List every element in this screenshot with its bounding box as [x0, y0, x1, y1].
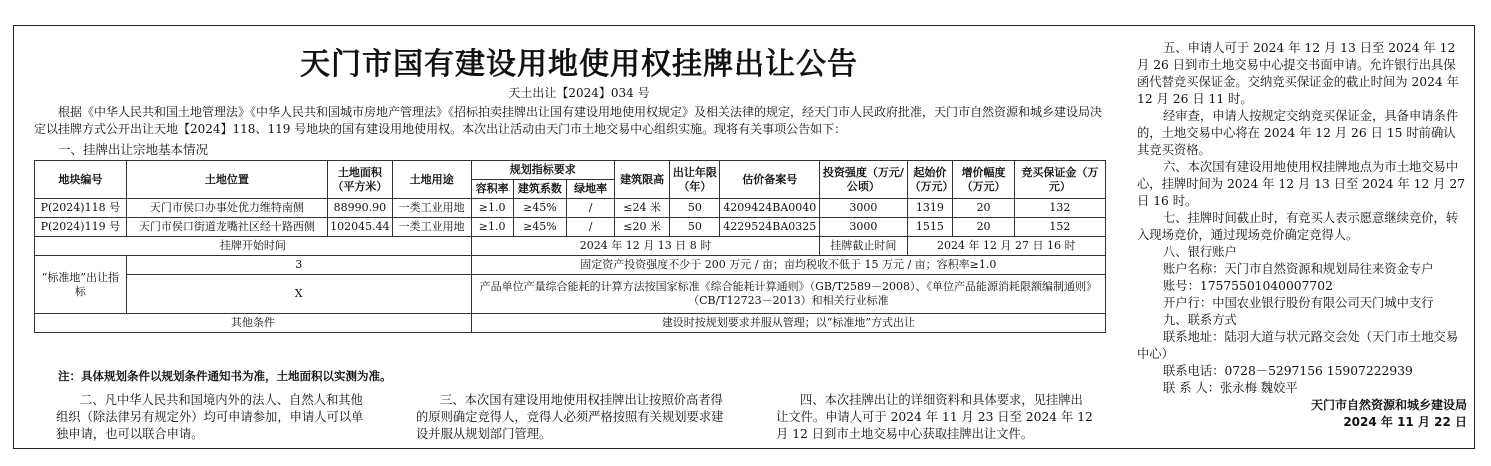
header-intensity: 投资强度（万元/公顷） [820, 161, 907, 199]
intro-paragraph: 根据《中华人民共和国土地管理法》《中华人民共和国城市房地产管理法》《招标拍卖挂牌出让国有建设用地使用权规定》及相关法律的规定，经天门市人民政府批准，天门市自然资源和城乡建设局决定以挂牌方式公开出让天地【2024】118、119 号地块的国有建设用地使用权。本次出让活动由天门市土地交易中心组织实施。现将有关事项公告如下： [34, 105, 1103, 136]
standard-land-row [35, 275, 1106, 314]
cell-use: 一类工业用地 [392, 218, 471, 237]
header-height: 建筑限高 [614, 161, 670, 199]
paragraph-2: 二、凡中华人民共和国境内外的法人、自然人和其他组织（除法律另有规定外）均可申请参加，申请人可以单独申请，也可以联合申请。 [56, 393, 364, 441]
paragraph-4: 四、本次挂牌出让的详细资料和具体要求，见挂牌出让文件。申请人可于 2024 年 11 月 23 日至 2024 年 12 月 12 日到市土地交易中心获取挂牌出让文件。 [776, 393, 1093, 441]
issuer-name: 天门市自然资源和城乡建设局 [1310, 398, 1467, 412]
contact-phone: 联系电话：0728－5297156 15907222939 [1163, 364, 1413, 378]
cell-parcel-no: P(2024)119 号 [35, 218, 127, 237]
cell-deposit: 152 [1014, 218, 1105, 237]
table-row [35, 218, 1106, 237]
cell-filing: 4229524BA0325 [720, 218, 820, 237]
contact-address: 联系地址：陆羽大道与状元路交会处（天门市土地交易中心） [1137, 330, 1459, 361]
cell-use: 一类工业用地 [392, 199, 471, 218]
section-1-heading: 一、挂牌出让宗地基本情况 [58, 142, 209, 157]
cell-increment: 20 [953, 199, 1015, 218]
other-conditions-row [35, 314, 1106, 333]
cell-far: ≥1.0 [471, 199, 513, 218]
header-location: 土地位置 [126, 161, 327, 199]
cell-intensity: 3000 [820, 199, 907, 218]
standard-row1-value: 固定资产投资强度不少于 200 万元 / 亩；亩均税收不低于 15 万元 / 亩；容积率≥1.0 [471, 256, 1105, 275]
header-increment: 增价幅度（万元） [953, 161, 1015, 199]
cell-term: 50 [670, 199, 720, 218]
table-header-row [35, 161, 1106, 180]
cell-deposit: 132 [1014, 199, 1105, 218]
standard-row2-value: 产品单位产量综合能耗的计算方法按国家标准《综合能耗计算通则》（GB/T2589－2008）、《单位产品能源消耗限额编制通则》（CB/T12723－2013）和相关行业标准 [471, 275, 1105, 314]
listing-start-label: 挂牌开始时间 [35, 237, 472, 256]
account-number: 账号：17575501040007702 [1163, 279, 1333, 293]
header-far: 容积率 [471, 180, 513, 199]
header-term: 出让年限（年） [670, 161, 720, 199]
contact-person: 联 系 人：张永梅 魏姣平 [1163, 381, 1298, 395]
table-row [35, 199, 1106, 218]
cell-far: ≥1.0 [471, 218, 513, 237]
header-green: 绿地率 [567, 180, 615, 199]
account-name: 账户名称：天门市自然资源和规划局往来资金专户 [1163, 262, 1434, 276]
paragraph-5: 五、申请人可于 2024 年 12 月 13 日至 2024 年 12 月 26 日到市土地交易中心提交书面申请。允许银行出具保函代替竞买保证金。交纳竞买保证金的截止时间为 2024 年 12 月 26 日 11 时。 [1137, 41, 1459, 106]
doc-number: 天土出让【2024】034 号 [508, 86, 650, 100]
section-8-heading: 八、银行账户 [1163, 245, 1237, 259]
cell-term: 50 [670, 218, 720, 237]
cell-start-price: 1319 [907, 199, 953, 218]
standard-land-label: “标准地”出让指标 [35, 256, 127, 314]
cell-density: ≥45% [513, 199, 567, 218]
cell-increment: 20 [953, 218, 1015, 237]
other-conditions-label: 其他条件 [35, 314, 472, 333]
listing-time-row [35, 237, 1106, 256]
standard-land-row [35, 256, 1106, 275]
cell-start-price: 1515 [907, 218, 953, 237]
paragraph-3: 三、本次国有建设用地使用权挂牌出让按照价高者得的原则确定竞得人，竞得人必须严格按照有关规划要求建设并服从规划部门管理。 [416, 393, 724, 441]
cell-area: 102045.44 [328, 218, 393, 237]
issue-date: 2024 年 11 月 22 日 [1343, 415, 1467, 429]
table-note: 注：具体规划条件以规划条件通知书为准，土地面积以实测为准。 [58, 369, 392, 383]
cell-green: / [567, 199, 615, 218]
cell-location: 天门市侯口街道龙嘴社区经十路西侧 [126, 218, 327, 237]
cell-intensity: 3000 [820, 218, 907, 237]
header-deposit: 竞买保证金（万元） [1014, 161, 1105, 199]
paragraph-7: 七、挂牌时间截止时，有竞买人表示愿意继续竞价，转入现场竞价，通过现场竞价确定竞得人。 [1137, 211, 1459, 242]
paragraph-5b: 经审查，申请人按规定交纳竞买保证金，具备申请条件的，土地交易中心将在 2024 年 12 月 26 日 15 时前确认其竞买资格。 [1137, 109, 1459, 157]
cell-density: ≥45% [513, 218, 567, 237]
listing-end-label: 挂牌截止时间 [820, 237, 907, 256]
header-parcel-no: 地块编号 [35, 161, 127, 199]
header-area: 土地面积（平方米） [328, 161, 393, 199]
header-use: 土地用途 [392, 161, 471, 199]
listing-end-value: 2024 年 12 月 27 日 16 时 [907, 237, 1106, 256]
notice-title: 天门市国有建设用地使用权挂牌出让公告 [300, 47, 858, 82]
cell-location: 天门市侯口办事处优力维特南侧 [126, 199, 327, 218]
listing-start-value: 2024 年 12 月 13 日 8 时 [471, 237, 820, 256]
right-column [1137, 40, 1467, 431]
cell-parcel-no: P(2024)118 号 [35, 199, 127, 218]
parcel-table [34, 160, 1106, 333]
header-density: 建筑系数 [513, 180, 567, 199]
other-conditions-value: 建设时按规划要求并服从管理；以“标准地”方式出让 [471, 314, 1105, 333]
section-9-heading: 九、联系方式 [1163, 313, 1237, 327]
cell-height: ≤24 米 [614, 199, 670, 218]
standard-row2-key: X [126, 275, 471, 314]
header-filing: 估价备案号 [720, 161, 820, 199]
cell-area: 88990.90 [328, 199, 393, 218]
notice-frame [13, 25, 1475, 449]
paragraph-6: 六、本次国有建设用地使用权挂牌地点为市土地交易中心，挂牌时间为 2024 年 12 月 13 日至 2024 年 12 月 27 日 16 时。 [1137, 160, 1466, 208]
cell-filing: 4209424BA0040 [720, 199, 820, 218]
standard-row1-key: 3 [126, 256, 471, 275]
header-start-price: 起始价（万元） [907, 161, 953, 199]
header-planning: 规划指标要求 [471, 161, 614, 180]
bank-name: 开户行：中国农业银行股份有限公司天门城中支行 [1163, 296, 1434, 310]
cell-green: / [567, 218, 615, 237]
cell-height: ≤20 米 [614, 218, 670, 237]
